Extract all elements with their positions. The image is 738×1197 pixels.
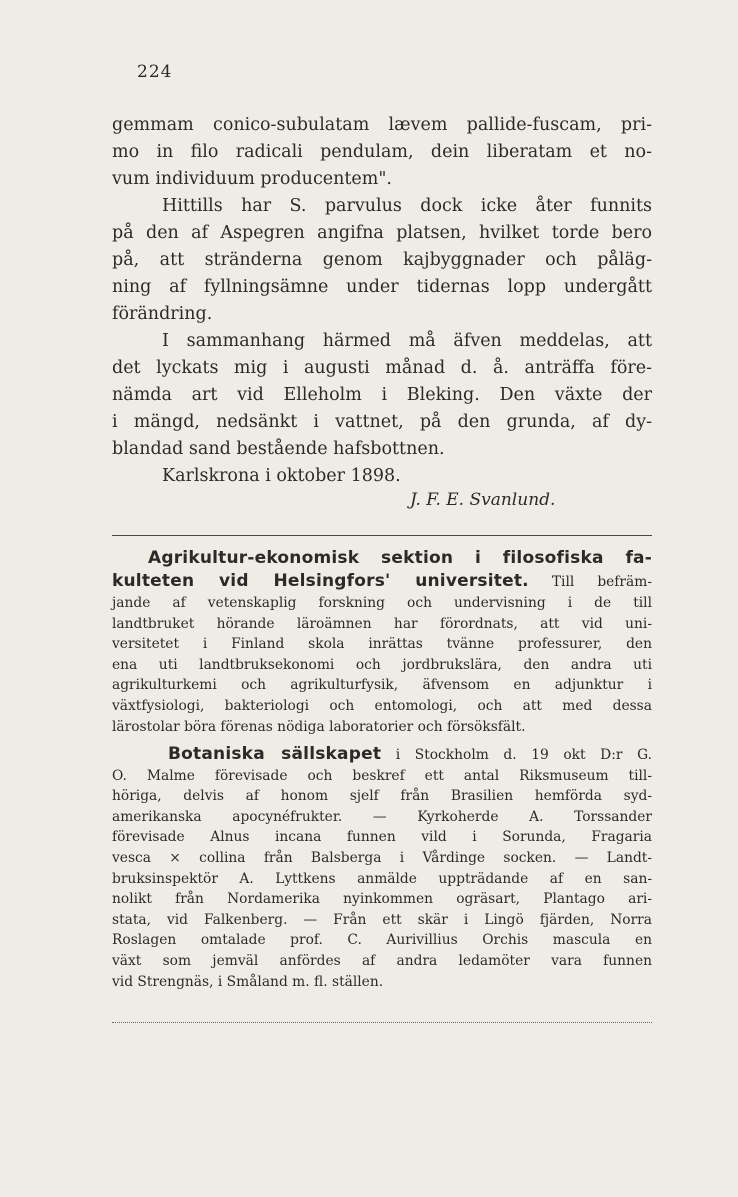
section-botaniska — [112, 744, 652, 992]
text-line: Hittills har S. parvulus dock icke åter funnits — [162, 196, 652, 216]
section-divider — [112, 535, 652, 536]
text-line: lärostolar böra förenas nödiga laboratorier och försöksfält. — [112, 718, 526, 735]
text-line: agrikulturkemi och agrikulturfysik, äfvensom en adjunktur i — [112, 677, 652, 694]
text-line: höriga, delvis af honom sjelf från Brasilien hemförda syd- — [112, 788, 652, 805]
text-line: förändring. — [112, 304, 213, 324]
heading-line — [112, 570, 652, 593]
text-line: Roslagen omtalade prof. C. Aurivillius Orchis mascula en — [112, 932, 652, 949]
text-line: ning af fyllningsämne under tidernas lopp undergått — [112, 277, 652, 297]
text-line: landtbruket hörande läroämnen har förordnats, att vid uni- — [112, 615, 652, 632]
section-heading: Agrikultur-ekonomisk sektion i filosofiska fa- — [148, 548, 652, 568]
text-line: växt som jemväl anfördes af andra ledamöter vara funnen — [112, 952, 652, 969]
text-line: vesca × collina från Balsberga i Vårdinge socken. — Landt- — [112, 849, 652, 866]
text-line: mo in filo radicali pendulam, dein liberatam et no- — [112, 142, 652, 162]
text-line: nämda art vid Elleholm i Bleking. Den växte der — [112, 385, 652, 405]
text-line: ena uti landtbruksekonomi och jordbrukslära, den andra uti — [112, 656, 652, 673]
text-line: vid Strengnäs, i Småland m. fl. ställen. — [112, 973, 384, 990]
text-line: Karlskrona i oktober 1898. — [162, 466, 401, 486]
text-line: O. Malme förevisade och beskref ett antal Riksmuseum till- — [112, 767, 652, 784]
text-line: på, att stränderna genom kajbyggnader och påläg- — [112, 250, 652, 270]
text-line: på den af Aspegren angifna platsen, hvilket torde bero — [112, 223, 652, 243]
section-svanlund-text — [112, 112, 652, 490]
text-line: jande af vetenskaplig forskning och undervisning i de till — [112, 595, 652, 611]
section-agrikultur — [112, 546, 652, 737]
bottom-divider — [112, 1022, 652, 1023]
heading-continued: kulteten vid Helsingfors' universitet. — [112, 571, 529, 591]
text-line: blandad sand bestående hafsbottnen. — [112, 439, 445, 459]
text-line: stata, vid Falkenberg. — Från ett skär i Lingö fjärden, Norra — [112, 911, 652, 928]
text-line: växtfysiologi, bakteriologi och entomologi, och att med dessa — [112, 697, 652, 714]
signature: J. F. E. Svanlund. — [410, 490, 556, 510]
heading-bold: Botaniska sällskapet — [168, 744, 382, 764]
text-line: amerikanska apocynéfrukter. — Kyrkoherde A. Torssander — [112, 808, 652, 825]
text-line: nolikt från Nordamerika nyinkommen ogräsart, Plantago ari- — [112, 891, 652, 908]
text-line: vum individuum producentem". — [112, 169, 392, 189]
heading-rest-text: i Stockholm d. 19 okt D:r G. — [395, 747, 652, 763]
text-line: förevisade Alnus incana funnen vild i Sorunda, Fragaria — [112, 829, 652, 846]
section-heading — [112, 744, 652, 766]
text-line: gemmam conico-subulatam lævem pallide-fuscam, pri- — [112, 115, 652, 135]
text-line: i mängd, nedsänkt i vattnet, på den grunda, af dy- — [112, 412, 652, 432]
text-line: I sammanhang härmed må äfven meddelas, att — [162, 331, 652, 351]
text-line: bruksinspektör A. Lyttkens anmälde uppträdande af en san- — [112, 870, 652, 887]
text-line: det lyckats mig i augusti månad d. å. anträffa före- — [112, 358, 652, 378]
text-line: versitetet i Finland skola inrättas tvänne professurer, den — [112, 636, 652, 653]
heading-rest-text: Till befräm- — [551, 574, 652, 590]
page-number: 224 — [137, 62, 173, 82]
